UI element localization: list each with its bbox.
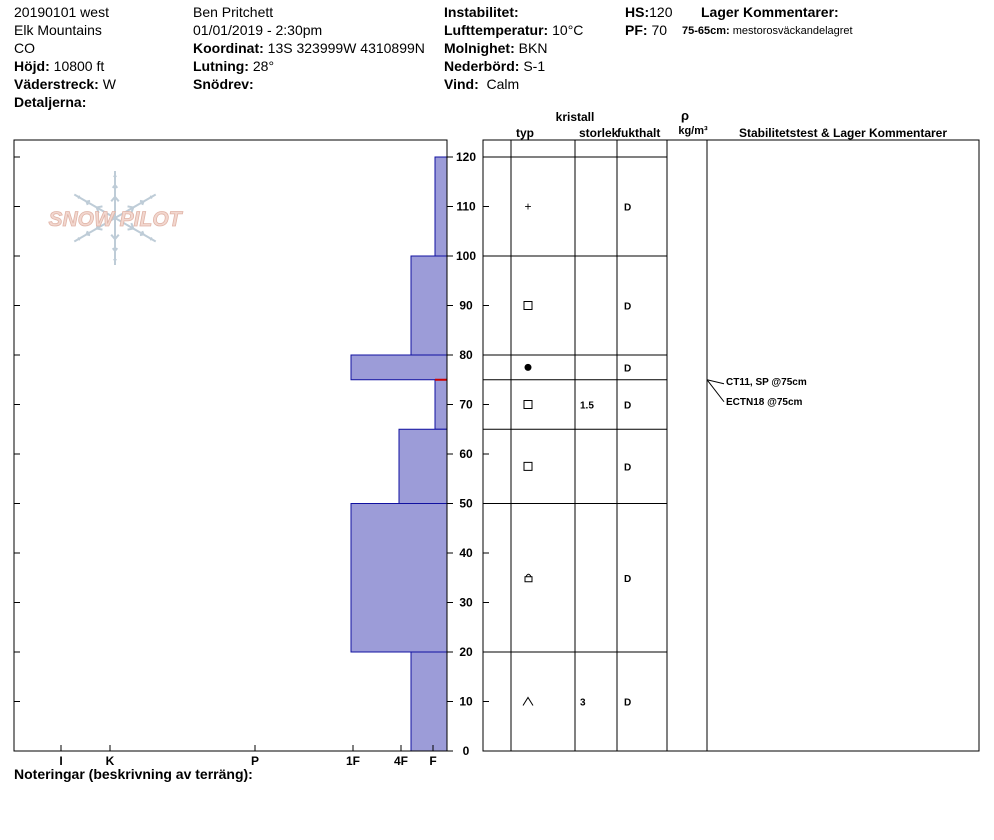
grain-symbol — [523, 698, 533, 706]
flake-branch — [114, 259, 115, 260]
grain-symbol — [524, 302, 532, 310]
details-label: Detaljerna: — [14, 94, 87, 110]
depth-tick-label: 30 — [459, 595, 473, 610]
hardness-bar — [435, 157, 447, 256]
flake-branch — [115, 176, 116, 177]
moisture: D — [624, 202, 632, 214]
depth-tick-label: 100 — [455, 249, 477, 263]
moisture: D — [624, 697, 632, 709]
col-header-stability: Stabilitetstest & Lager Kommentarer — [738, 126, 948, 140]
depth-tick-label: 110 — [456, 199, 476, 214]
pf: PF: 70 — [625, 22, 668, 38]
grain-symbol: + — [524, 199, 532, 214]
flake-branch — [151, 197, 152, 199]
flake-branch — [87, 231, 88, 234]
hardness-tick-label: 1F — [345, 754, 361, 768]
flake-branch — [142, 202, 143, 205]
pit-name: 20190101 west — [14, 4, 109, 20]
layer-comment: 75-65cm: mestorosväckandelagret — [682, 25, 853, 37]
hardness-bar — [411, 652, 447, 751]
table-frame — [483, 140, 979, 751]
hardness-bar — [435, 380, 447, 430]
depth-tick-label: 40 — [459, 546, 473, 560]
observer: Ben Pritchett — [193, 4, 274, 20]
hardness-bar — [351, 504, 447, 653]
stability-test: ECTN18 @75cm — [726, 396, 803, 408]
hs: HS:120 — [625, 4, 673, 20]
grain-symbol — [525, 364, 532, 371]
col-header-moisture: fukthalt — [617, 126, 661, 140]
moisture: D — [624, 301, 632, 313]
col-header-typ: typ — [516, 126, 534, 140]
col-header-kristall: kristall — [555, 110, 595, 124]
hardness-tick-label: 4F — [393, 754, 409, 768]
depth-tick-label: 20 — [459, 645, 473, 659]
grain-symbol — [524, 462, 532, 470]
hardness-bar — [411, 256, 447, 355]
flake-branch — [87, 201, 91, 202]
coordinates: Koordinat: 13S 323999W 4310899N — [193, 40, 425, 56]
flake-branch — [140, 234, 144, 235]
air-temp: Lufttemperatur: 10°C — [444, 22, 584, 38]
depth-tick-label: 120 — [455, 150, 477, 164]
stability-tests — [707, 377, 807, 408]
range-name: Elk Mountains — [14, 22, 102, 38]
hardness-tick-label: K — [105, 754, 115, 768]
drift: Snödrev: — [193, 76, 254, 92]
col-header-size: storlek — [579, 126, 619, 140]
precip: Nederbörd: S-1 — [444, 58, 546, 74]
depth-tick-label: 60 — [459, 447, 473, 461]
state-name: CO — [14, 40, 35, 56]
hardness-bars — [351, 157, 447, 751]
moisture: D — [624, 400, 632, 412]
layer-comments-label: Lager Kommentarer: — [701, 4, 839, 20]
snowpilot-logo — [49, 171, 184, 265]
moisture: D — [624, 363, 632, 375]
depth-tick-label: 90 — [459, 298, 473, 313]
clouds: Molnighet: BKN — [444, 40, 548, 56]
hardness-frame — [14, 140, 447, 751]
depth-tick-label: 70 — [459, 397, 473, 412]
logo-text: SNOW PILOT — [48, 208, 182, 231]
instability: Instabilitet: — [444, 4, 519, 20]
depth-tick-label: 10 — [459, 694, 473, 709]
grain-symbol — [525, 577, 532, 582]
grain-size: 3 — [580, 697, 586, 709]
hardness-plot — [14, 140, 447, 768]
layer-table — [483, 108, 979, 751]
moisture: D — [624, 573, 632, 585]
moisture: D — [624, 462, 632, 474]
aspect: Väderstreck: W — [14, 76, 116, 92]
elevation: Höjd: 10800 ft — [14, 58, 105, 74]
hardness-bar — [351, 355, 447, 380]
col-header-rho: ρ — [680, 108, 690, 123]
depth-tick-label: 80 — [459, 348, 473, 362]
layer-cells — [523, 200, 631, 709]
depth-tick-label: 50 — [459, 496, 473, 511]
flake-branch — [78, 237, 79, 239]
depth-tick-label: 0 — [462, 744, 470, 758]
hardness-tick-label: F — [429, 754, 437, 768]
hardness-bar — [399, 429, 447, 503]
hardness-axis — [59, 745, 436, 768]
col-header-density-unit: kg/m³ — [678, 125, 708, 137]
stability-test: CT11, SP @75cm — [726, 376, 807, 388]
notes-label: Noteringar (beskrivning av terräng): — [14, 766, 253, 782]
datetime: 01/01/2019 - 2:30pm — [193, 22, 323, 38]
hardness-tick-label: I — [59, 754, 63, 768]
grain-size: 1.5 — [580, 400, 594, 412]
wind: Vind: Calm — [444, 76, 520, 92]
depth-ticks-left — [14, 157, 20, 751]
slope: Lutning: 28° — [193, 58, 275, 74]
grain-symbol — [524, 401, 532, 409]
hardness-tick-label: P — [250, 754, 260, 768]
